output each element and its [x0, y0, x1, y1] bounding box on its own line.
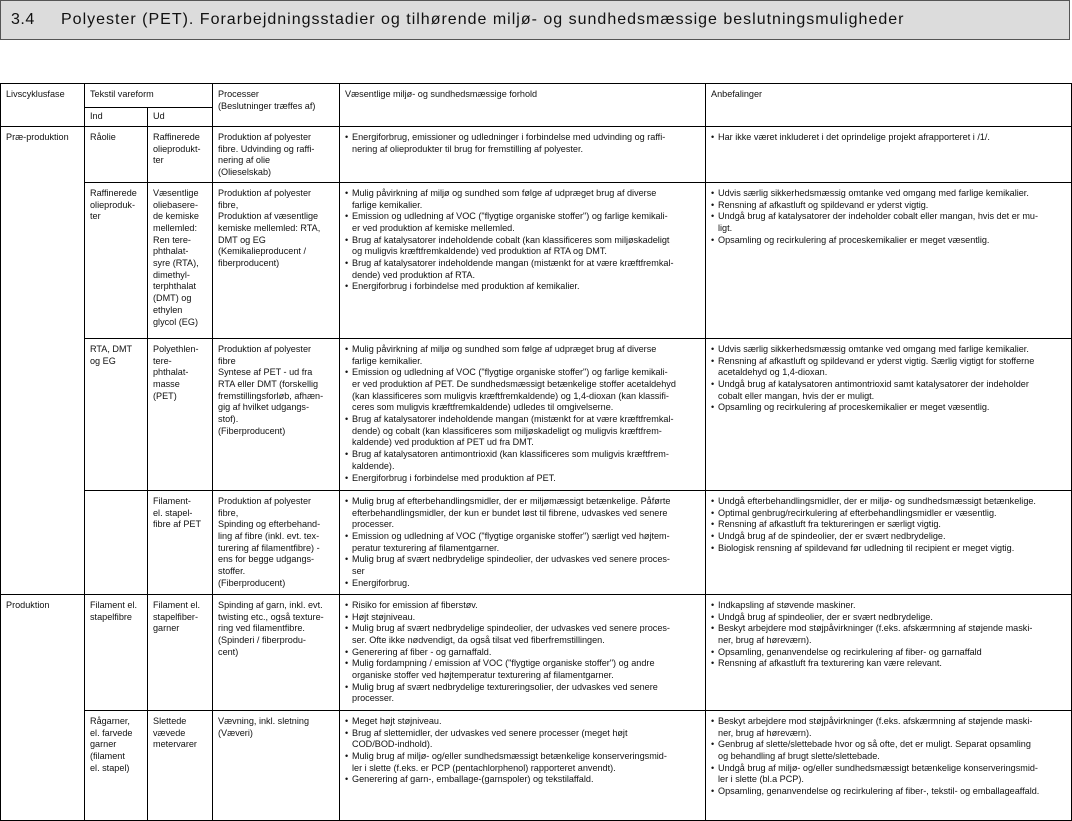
recommendation-line: • Udvis særlig sikkerhedsmæssig omtanke ved omgang med farlige kemikalier. — [711, 188, 1066, 200]
cell-line: el. stapel- — [153, 507, 193, 518]
cell-line: fibre, — [218, 507, 239, 518]
cell-in — [85, 338, 148, 490]
column-header-process — [213, 84, 340, 127]
cell-in — [85, 594, 148, 710]
issue-line: dende) og cobalt (kan klassificeres som miljøskadeligt og muligvis kræftfrem- — [352, 425, 662, 436]
cell-line: cent) — [218, 646, 239, 657]
cell-line: el. stapel) — [90, 762, 130, 773]
issue-line: • Generering af fiber - og garnaffald. — [345, 647, 700, 659]
recommendation-line: • Genbrug af slette/slettebade hvor og så ofte, det er muligt. Separat opsamling — [711, 739, 1066, 751]
cell-phase: Præ-produktion — [1, 127, 85, 183]
recommendation-line: • Beskyt arbejdere mod støjpåvirkninger (f.eks. afskærmning af støjende maski- — [711, 623, 1066, 635]
cell-line: RTA eller DMT (forskellig — [218, 378, 319, 389]
cell-out — [148, 490, 213, 594]
table-row — [1, 594, 1072, 710]
issue-line: farlige kemikalier. — [352, 199, 423, 210]
issue-line: ler i slette (f.eks. er PCP (pentachlorphenol) rapporteret anvendt). — [352, 762, 616, 773]
cell-line: (filament — [90, 750, 125, 761]
issue-line: • Generering af garn-, emballage-(garnspoler) og tekstilaffald. — [345, 774, 700, 786]
cell-phase — [1, 490, 85, 594]
recommendation-line: ler i slette (bl.a PCP). — [718, 774, 804, 785]
recommendation-line: • Rensning af afkastluft fra texturering kan være relevant. — [711, 658, 1066, 670]
column-header-textile-form: Tekstil vareform — [85, 84, 213, 108]
issue-line: • Emission og udledning af VOC ("flygtige organiske stoffer") og farlige kemikali- — [345, 367, 700, 379]
issue-line: • Risiko for emission af fiberstøv. — [345, 600, 700, 612]
recommendation-line: • Opsamling, genanvendelse og recirkulering af fiber-, tekstil- og emballageaffald. — [711, 786, 1066, 798]
issue-line: • Mulig brug af svært nedbrydelige textureringsolier, der udvaskes ved senere — [345, 682, 700, 694]
cell-line: Filament el. — [153, 599, 201, 610]
column-header-process-label: Processer — [218, 89, 259, 99]
recommendation-line: • Opsamling og recirkulering af proceskemikalier er meget væsentlig. — [711, 402, 1066, 414]
cell-line: syre (RTA), — [153, 258, 199, 269]
issue-line: • Brug af katalysatorer indeholdende cobalt (kan klassificeres som miljøskadeligt — [345, 235, 700, 247]
issue-line: • Højt støjniveau. — [345, 612, 700, 624]
recommendation-line: ner, brug af høreværn). — [718, 727, 812, 738]
cell-in — [85, 710, 148, 820]
table-row — [1, 182, 1072, 338]
issue-line: processer. — [352, 693, 394, 704]
cell-in — [85, 490, 148, 594]
issue-line: organiske stoffer ved højtemperatur texturering af filamentgarner. — [352, 670, 614, 681]
issue-line: • Emission og udledning af VOC ("flygtige organiske stoffer") særligt ved højtem- — [345, 531, 700, 543]
cell-process — [213, 182, 340, 338]
cell-line: Ren tere- — [153, 234, 191, 245]
cell-line: fibre. Udvinding og raffi- — [218, 143, 315, 154]
column-header-issues: Væsentlige miljø- og sundhedsmæssige forhold — [340, 84, 706, 127]
issue-line: (kan klassificeres som muligvis kræftfremkaldende) og 1,4-dioxan (kan klassifi- — [352, 390, 669, 401]
issue-line: • Energiforbrug. — [345, 578, 700, 590]
cell-line: glycol (EG) — [153, 316, 198, 327]
cell-line: Vævning, inkl. sletning — [218, 715, 310, 726]
issue-line: og muligvis kræftfremkaldende) ved produktion af RTA og DMT. — [352, 246, 607, 257]
cell-recommendations — [706, 594, 1072, 710]
recommendation-line: • Undgå brug af katalysatoren antimontrioxid samt katalysatorer der indeholder — [711, 379, 1066, 391]
cell-recommendations — [706, 182, 1072, 338]
recommendation-line: • Indkapsling af støvende maskiner. — [711, 600, 1066, 612]
cell-line: el. farvede — [90, 727, 133, 738]
cell-line: stapelfibre — [90, 611, 132, 622]
issue-line: • Mulig brug af miljø- og/eller sundhedsmæssigt betænkelige konserveringsmid- — [345, 751, 700, 763]
table-row — [1, 710, 1072, 820]
cell-line: masse — [153, 378, 180, 389]
issue-line: • Emission og udledning af VOC ("flygtige organiske stoffer") og farlige kemikali- — [345, 211, 700, 223]
recommendation-line: • Undgå brug af de spindeolier, der er svært nedbrydelige. — [711, 531, 1066, 543]
recommendation-line: • Rensning af afkastluft og spildevand er yderst vigtig. Særlig vigtigt for stofferne — [711, 356, 1066, 368]
recommendation-line: acetaldehyd og 1,4-dioxan. — [718, 367, 828, 378]
issue-line: • Mulig påvirkning af miljø og sundhed som følge af udpræget brug af diverse — [345, 188, 700, 200]
cell-phase — [1, 710, 85, 820]
cell-line: fibre af PET — [153, 519, 202, 530]
cell-phase: Produktion — [1, 594, 85, 710]
issue-line: • Mulig fordampning / emission af VOC ("flygtige organiske stoffer") og andre — [345, 658, 700, 670]
cell-line: (Fiberproducent) — [218, 425, 286, 436]
recommendation-line: • Har ikke været inkluderet i det oprindelige projekt afrapporteret i /1/. — [711, 132, 1066, 144]
cell-line: Produktion af væsentlige — [218, 211, 319, 222]
cell-line: vævede — [153, 727, 186, 738]
cell-issues — [340, 338, 706, 490]
cell-out — [148, 594, 213, 710]
recommendation-line: • Opsamling og recirkulering af proceskemikalier er meget væsentlig. — [711, 235, 1066, 247]
cell-line: Produktion af polyester — [218, 132, 312, 142]
column-header-recommendations: Anbefalinger — [706, 84, 1072, 127]
cell-process — [213, 594, 340, 710]
issue-line: ser. Ofte ikke nødvendigt, da også tilsat ved fiberfremstillingen. — [352, 634, 605, 645]
cell-line: garner — [90, 739, 117, 750]
cell-recommendations — [706, 710, 1072, 820]
cell-line: DMT og EG — [218, 234, 266, 245]
cell-line: olieproduk- — [90, 199, 135, 210]
issue-line: ceres som muligvis kræftfremkaldende) udledes til omgivelserne. — [352, 402, 614, 413]
cell-line: Produktion af polyester — [218, 495, 312, 506]
cell-line: Raffinerede — [90, 187, 137, 198]
cell-line: (DMT) og — [153, 293, 192, 304]
cell-line: RTA, DMT — [90, 343, 133, 354]
cell-line: Spinding af garn, inkl. evt. — [218, 599, 323, 610]
recommendation-line: • Opsamling, genanvendelse og recirkulering af fiber- og garnaffald — [711, 647, 1066, 659]
cell-line: Produktion af polyester — [218, 187, 312, 198]
table-row — [1, 127, 1072, 183]
cell-line: (Kemikalieproducent / — [218, 246, 306, 257]
issue-line: • Mulig påvirkning af miljø og sundhed som følge af udpræget brug af diverse — [345, 344, 700, 356]
cell-line: Raffinerede — [153, 132, 200, 142]
cell-line: phthalat- — [153, 246, 189, 257]
cell-line: garner — [153, 623, 180, 634]
recommendation-line: • Beskyt arbejdere mod støjpåvirkninger (f.eks. afskærmning af støjende maski- — [711, 716, 1066, 728]
cell-line: fibre, — [218, 199, 239, 210]
cell-line: (Væveri) — [218, 727, 253, 738]
cell-recommendations — [706, 127, 1072, 183]
cell-line: fiberproducent) — [218, 258, 280, 269]
cell-line: Produktion af polyester — [218, 343, 312, 354]
issue-line: • Mulig brug af svært nedbrydelige spindeolier, der udvaskes ved senere proces- — [345, 554, 700, 566]
cell-line: phthalat- — [153, 367, 189, 378]
cell-issues — [340, 594, 706, 710]
cell-issues — [340, 710, 706, 820]
issue-line: • Energiforbrug, emissioner og udledninger i forbindelse med udvinding og raffi- — [345, 132, 700, 144]
issue-line: processer. — [352, 519, 394, 530]
issue-line: • Mulig brug af svært nedbrydelige spindeolier, der udvaskes ved senere proces- — [345, 623, 700, 635]
issue-line: COD/BOD-indhold). — [352, 739, 433, 750]
cell-line: terphthalat — [153, 281, 196, 292]
cell-line: ethylen — [153, 304, 183, 315]
section-header — [0, 0, 1070, 40]
cell-recommendations — [706, 490, 1072, 594]
cell-line: metervarer — [153, 739, 197, 750]
cell-line: (Spinderi / fiberprodu- — [218, 634, 306, 645]
cell-line: turering af filamentfibre) - — [218, 542, 320, 553]
cell-line: olieprodukt- — [153, 143, 201, 154]
issue-line: kaldende). — [352, 460, 395, 471]
column-header-out: Ud — [148, 108, 213, 127]
cell-recommendations — [706, 338, 1072, 490]
cell-line: fremstillingsforløb, afhæn- — [218, 390, 324, 401]
lifecycle-table — [0, 83, 1072, 821]
recommendation-line: • Undgå brug af spindeolier, der er svært nedbrydelige. — [711, 612, 1066, 624]
cell-line: (Olieselskab) — [218, 167, 272, 178]
issue-line: • Brug af katalysatorer indeholdende mangan (mistænkt for at være kræftfremkal- — [345, 414, 700, 426]
column-header-phase: Livscyklusfase — [1, 84, 85, 127]
recommendation-line: ner, brug af høreværn). — [718, 634, 812, 645]
cell-issues — [340, 127, 706, 183]
cell-line: Væsentlige — [153, 187, 199, 198]
cell-line: Polyethlen- — [153, 343, 199, 354]
cell-line: dimethyl- — [153, 269, 190, 280]
recommendation-line: • Rensning af afkastluft og spildevand er yderst vigtig. — [711, 200, 1066, 212]
cell-process — [213, 490, 340, 594]
cell-line: ring ved filamentfibre. — [218, 623, 305, 634]
cell-process — [213, 127, 340, 183]
cell-line: Filament el. — [90, 599, 138, 610]
cell-out — [148, 127, 213, 183]
cell-line: Spinding og efterbehand- — [218, 519, 321, 530]
cell-process — [213, 338, 340, 490]
column-header-process-note: (Beslutninger træffes af) — [218, 100, 316, 111]
cell-line: nering af olie — [218, 155, 271, 166]
recommendation-line: cobalt eller mangan, hvis der er muligt. — [718, 390, 875, 401]
issue-line: dende) ved produktion af RTA. — [352, 269, 476, 280]
cell-line: Syntese af PET - ud fra — [218, 367, 313, 378]
cell-line: twisting etc., også texture- — [218, 611, 324, 622]
issue-line: efterbehandlingsmidler, der kun er bundet løst til fibrene, udvaskes ved senere — [352, 507, 668, 518]
issue-line: ser — [352, 566, 365, 577]
cell-issues — [340, 182, 706, 338]
section-title: Polyester (PET). Forarbejdningsstadier og tilhørende miljø- og sundhedsmæssige beslutningsmuligheder — [61, 11, 905, 28]
cell-line: stof). — [218, 414, 239, 425]
issue-line: • Energiforbrug i forbindelse med produktion af kemikalier. — [345, 281, 700, 293]
cell-in — [85, 127, 148, 183]
cell-out — [148, 338, 213, 490]
table-row — [1, 338, 1072, 490]
cell-line: oliebasere- — [153, 199, 198, 210]
cell-out — [148, 710, 213, 820]
recommendation-line: • Biologisk rensning af spildevand før udledning til recipient er meget vigtig. — [711, 543, 1066, 555]
recommendation-line: • Udvis særlig sikkerhedsmæssig omtanke ved omgang med farlige kemikalier. — [711, 344, 1066, 356]
recommendation-line: • Rensning af afkastluft fra tektureringen er særligt vigtig. — [711, 519, 1066, 531]
cell-line: Råolie — [90, 132, 116, 142]
recommendation-line: ligt. — [718, 222, 733, 233]
cell-line: (Fiberproducent) — [218, 577, 286, 588]
cell-line: mellemled: — [153, 222, 197, 233]
issue-line: er ved produktion af PET. De sundhedsmæssigt betænkelige stoffer acetaldehyd — [352, 378, 676, 389]
column-header-in: Ind — [85, 108, 148, 127]
cell-line: tere- — [153, 355, 172, 366]
cell-line: fibre — [218, 355, 236, 366]
cell-line: ter — [153, 155, 164, 166]
cell-out — [148, 182, 213, 338]
cell-issues — [340, 490, 706, 594]
cell-line: de kemiske — [153, 211, 199, 222]
cell-line: stapelfiber- — [153, 611, 198, 622]
recommendation-line: • Optimal genbrug/recirkulering af efterbehandlingsmidler er væsentlig. — [711, 508, 1066, 520]
cell-line: stoffer. — [218, 566, 246, 577]
cell-line: ens for begge udgangs- — [218, 554, 315, 565]
issue-line: • Meget højt støjniveau. — [345, 716, 700, 728]
issue-line: kaldende) ved produktion af PET ud fra DMT. — [352, 437, 534, 448]
issue-line: farlige kemikalier. — [352, 355, 423, 366]
cell-line: ter — [90, 211, 101, 222]
recommendation-line: og behandling af brugt slette/slettebade. — [718, 750, 880, 761]
issue-line: nering af olieprodukter til brug for fremstilling af polyester. — [352, 143, 584, 154]
cell-in — [85, 182, 148, 338]
recommendation-line: • Undgå brug af miljø- og/eller sundhedsmæssigt betænkelige konserveringsmid- — [711, 763, 1066, 775]
recommendation-line: • Undgå efterbehandlingsmidler, der er miljø- og sundhedsmæssigt betænkelige. — [711, 496, 1066, 508]
cell-phase — [1, 182, 85, 338]
cell-line: kemiske mellemled: RTA, — [218, 222, 321, 233]
cell-line: Filament- — [153, 495, 191, 506]
issue-line: • Mulig brug af efterbehandlingsmidler, der er miljømæssigt betænkelige. Påførte — [345, 496, 700, 508]
cell-line: Rågarner, — [90, 715, 130, 726]
cell-line: (PET) — [153, 390, 177, 401]
issue-line: • Brug af katalysatorer indeholdende mangan (mistænkt for at være kræftfremkal- — [345, 258, 700, 270]
issue-line: peratur texturering af filamentgarner. — [352, 542, 500, 553]
cell-phase — [1, 338, 85, 490]
cell-line: og EG — [90, 355, 116, 366]
cell-process — [213, 710, 340, 820]
issue-line: • Brug af slettemidler, der udvaskes ved senere processer (meget højt — [345, 728, 700, 740]
table-row — [1, 490, 1072, 594]
cell-line: Slettede — [153, 715, 187, 726]
issue-line: • Brug af katalysatoren antimontrioxid (kan klassificeres som muligvis kræftfrem- — [345, 449, 700, 461]
issue-line: • Energiforbrug i forbindelse med produktion af PET. — [345, 473, 700, 485]
cell-line: ling af fibre (inkl. evt. tex- — [218, 530, 320, 541]
recommendation-line: • Undgå brug af katalysatorer der indeholder cobalt eller mangan, hvis det er mu- — [711, 211, 1066, 223]
cell-line: gig af hvilket udgangs- — [218, 402, 310, 413]
section-number: 3.4 — [11, 11, 35, 28]
issue-line: er ved produktion af kemiske mellemled. — [352, 222, 515, 233]
